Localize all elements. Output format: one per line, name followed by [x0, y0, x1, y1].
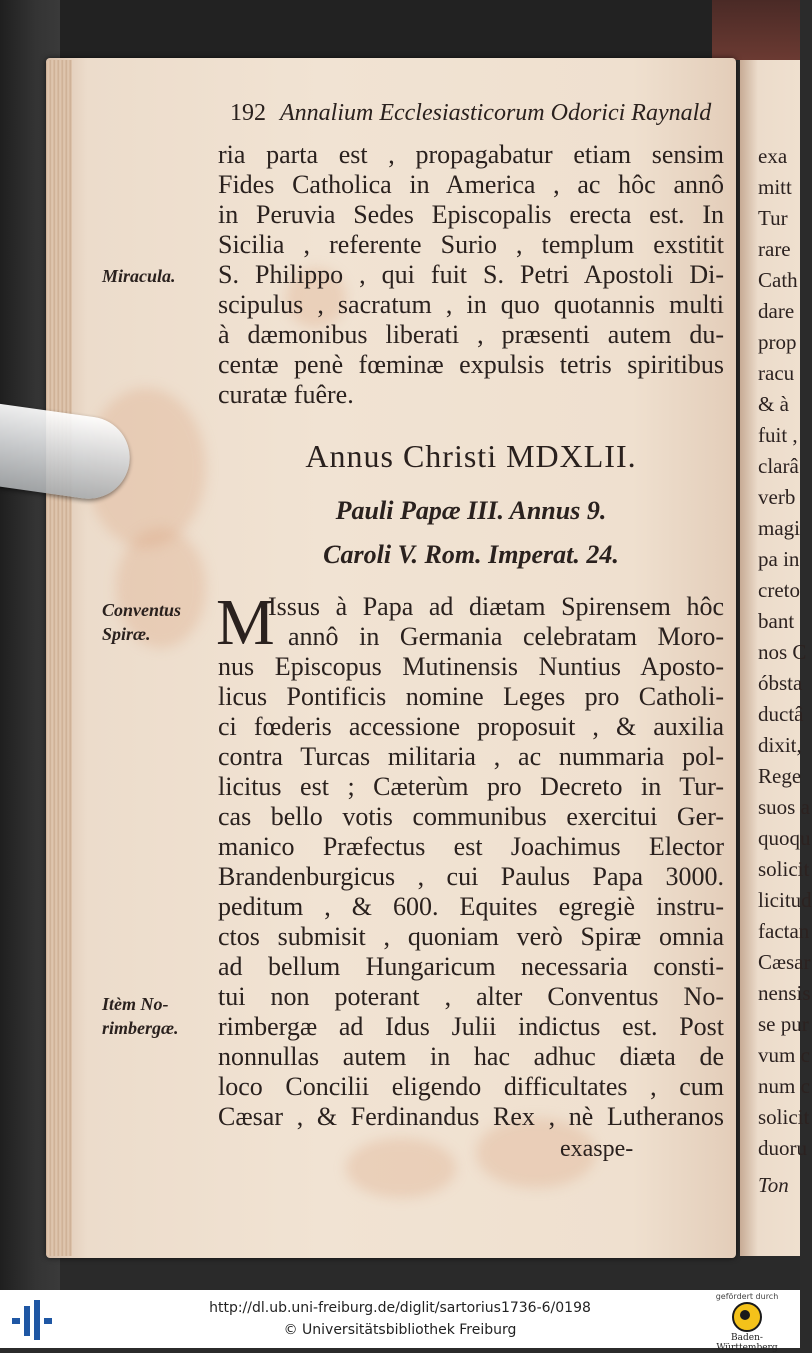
next-page-fragment: prop	[758, 330, 797, 354]
margin-note-line: rimbergæ.	[102, 1018, 179, 1038]
next-page-fragment: clarâ	[758, 454, 799, 478]
next-page-fragment: solicit	[758, 857, 810, 881]
text-line: ria parta est , propagabatur etiam sensim	[218, 140, 724, 169]
text-line: nonnullas autem in hac adhuc diæta de	[218, 1042, 724, 1071]
next-page-fragment: Cath	[758, 268, 798, 292]
text-line: licitus est ; Cæterùm pro Decreto in Tur-	[218, 772, 724, 801]
text-line: ad bellum Hungaricum necessaria consti-	[218, 952, 724, 981]
next-page-fragment: creto	[758, 578, 800, 602]
page-edge	[46, 60, 72, 1256]
text-line: scipulus , sacratum , in quo quotannis multi	[218, 290, 724, 319]
text-line: Fides Catholica in America , ac hôc annô	[218, 170, 724, 199]
next-page-fragment: bant	[758, 609, 795, 633]
next-page-fragment: vum c	[758, 1043, 810, 1067]
margin-note-line: Spiræ.	[102, 624, 151, 644]
text-line: in Peruvia Sedes Episcopalis erecta est. In	[218, 200, 724, 229]
text-line: manico Præfectus est Joachimus Elector	[218, 832, 724, 861]
text-line: tui non poterant , alter Conventus No-	[218, 982, 724, 1011]
next-page-fragment: Ton	[758, 1173, 789, 1197]
text-line: contra Turcas militaria , ac nummaria pol-	[218, 742, 724, 771]
book-cover-top	[0, 0, 800, 60]
next-page-fragment: magi	[758, 516, 800, 540]
running-header	[230, 100, 711, 127]
footer-bar	[0, 1290, 800, 1353]
text-line: rimbergæ ad Idus Julii indictus est. Post	[218, 1012, 724, 1041]
book-binding-edge	[712, 0, 800, 60]
state-seal-icon	[732, 1302, 762, 1332]
margin-note-line: Conventus	[102, 600, 182, 620]
next-page-fragment: rare	[758, 237, 791, 261]
text-line: Issus à Papa ad diætam Spirensem hôc	[268, 592, 724, 621]
next-page-fragment: exa	[758, 144, 788, 168]
next-page-fragment: Tur	[758, 206, 788, 230]
catchword: exaspe-	[560, 1136, 634, 1162]
next-page-fragment: fuit ,	[758, 423, 798, 447]
text-line: annô in Germania celebratam Moro-	[288, 622, 724, 651]
text-line: cas bello votis communibus exercitui Ger-	[218, 802, 724, 831]
pope-heading: Pauli Papæ III. Annus 9.	[335, 496, 607, 525]
emperor-heading: Caroli V. Rom. Imperat. 24.	[323, 540, 619, 569]
next-page-fragment: licitud	[758, 888, 812, 912]
next-page-fragment: & à	[758, 392, 789, 416]
text-line: licus Pontificis nomine Leges pro Catholi-	[218, 682, 724, 711]
page-number: 192	[230, 100, 266, 126]
text-line: loco Concilii eligendo difficultates , cum	[218, 1072, 724, 1101]
funder-logo	[702, 1292, 792, 1353]
next-page-fragment: nos C	[758, 640, 807, 664]
next-page-fragment: nensis	[758, 981, 811, 1005]
next-page-fragment: Cæsar	[758, 950, 811, 974]
next-page-fragment: ductâ	[758, 702, 804, 726]
text-line: curatæ fuêre.	[218, 380, 354, 409]
next-page-fragment: pa in	[758, 547, 800, 571]
next-page-fragment: dixit,	[758, 733, 802, 757]
document-url-link[interactable]: http://dl.ub.uni-freiburg.de/diglit/sartorius1736-6/0198	[209, 1300, 591, 1316]
text-line: Sicilia , referente Surio , templum exstitit	[218, 230, 724, 259]
next-page-fragment: dare	[758, 299, 795, 323]
text-line: nus Episcopus Mutinensis Nuntius Aposto-	[218, 652, 724, 681]
funder-name: Baden-Württemberg	[716, 1333, 778, 1353]
book-page-right-fragment	[740, 60, 812, 1256]
text-line: ctos submisit , quoniam verò Spiræ omnia	[218, 922, 724, 951]
next-page-fragment: duoru	[758, 1136, 807, 1160]
next-page-fragment: suos a	[758, 795, 810, 819]
next-page-fragment: Rege	[758, 764, 802, 788]
drop-cap: M	[216, 586, 275, 659]
year-heading: Annus Christi MDXLII.	[305, 438, 637, 474]
copyright-text: © Universitätsbibliothek Freiburg	[283, 1322, 517, 1338]
margin-note-miracula: Miracula.	[102, 266, 176, 286]
text-line: centæ penè fœminæ expulsis tetris spiritibus	[218, 350, 724, 379]
margin-note-line: Itèm No-	[102, 994, 169, 1014]
text-line: ci fœderis accessione proposuit , & auxilia	[218, 712, 724, 741]
text-line: Cæsar , & Ferdinandus Rex , nè Lutheranos	[218, 1102, 724, 1131]
next-page-fragment: solicit	[758, 1105, 810, 1129]
next-page-fragment: se pur	[758, 1012, 809, 1036]
text-line: S. Philippo , qui fuit S. Petri Apostoli Di-	[218, 260, 724, 289]
margin-note-item	[102, 992, 179, 1040]
text-line: Brandenburgicus , cui Paulus Papa 3000.	[218, 862, 724, 891]
next-page-fragment: factan	[758, 919, 810, 943]
next-page-fragment: racu	[758, 361, 795, 385]
next-page-fragment: quoqu	[758, 826, 811, 850]
running-title: Annalium Ecclesiasticorum Odorici Raynald	[280, 100, 712, 126]
text-line: à dæmonibus liberati , præsenti autem du-	[218, 320, 724, 349]
margin-note-conventus	[102, 598, 181, 646]
next-page-fragment: num c	[758, 1074, 810, 1098]
next-page-fragment: mitt	[758, 175, 792, 199]
funder-caption: gefördert durch	[715, 1292, 779, 1301]
next-page-fragment: verb	[758, 485, 796, 509]
next-page-fragment: óbsta	[758, 671, 803, 695]
text-line: peditum , & 600. Equites egregiè instru-	[218, 892, 724, 921]
